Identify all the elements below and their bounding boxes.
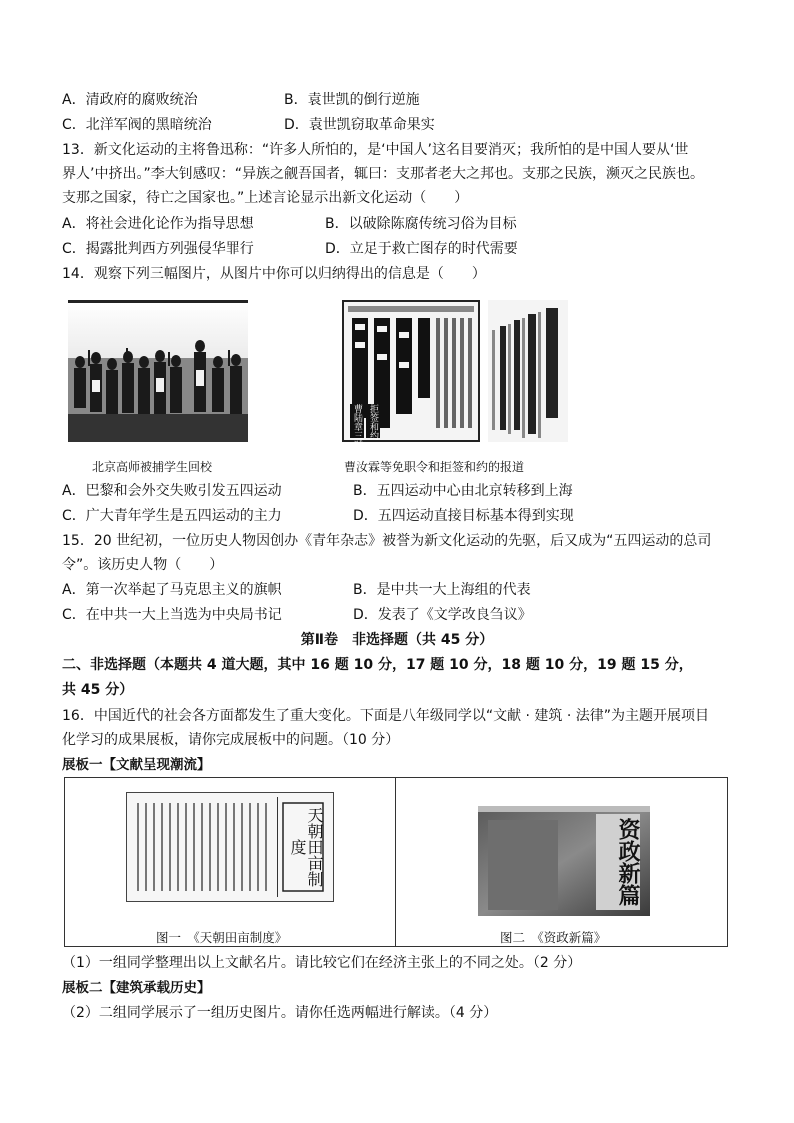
q12-option-b: B．袁世凯的倒行逆施 <box>284 92 420 108</box>
q13-option-a: A．将社会进化论作为指导思想 <box>62 216 254 232</box>
q13-stem-line-3: 支那之国家，待亡之国家也。”上述言论显示出新文化运动（ ） <box>62 190 469 206</box>
q16-sub-question-2: （2）二组同学展示了一组历史图片。请你任选两幅进行解读。（4 分） <box>62 1005 498 1021</box>
q13-option-b: B．以破除陈腐传统习俗为目标 <box>325 216 517 232</box>
section-2-heading-line-2: 共 45 分） <box>62 682 134 698</box>
zizheng-document-image <box>478 806 650 916</box>
q15-stem-line-2: 令”。该历史人物（ ） <box>62 557 224 573</box>
panel-2-title: 展板二【建筑承载历史】 <box>62 980 211 996</box>
q15-option-c: C．在中共一大上当选为中央局书记 <box>62 607 282 623</box>
q13-stem-line-1: 13．新文化运动的主将鲁迅称：“许多人所怕的，是‘中国人’这名目要消灭；我所怕的是中国人要从‘世 <box>62 142 689 158</box>
photo-1-caption: 北京高师被捕学生回校 <box>92 460 213 474</box>
q16-sub-question-1: （1）一组同学整理出以上文献名片。请比较它们在经济主张上的不同之处。（2 分） <box>62 955 582 971</box>
q15-option-a: A．第一次举起了马克思主义的旗帜 <box>62 582 282 598</box>
students-return-photo <box>68 300 248 442</box>
q15-stem-line-1: 15．20 世纪初，一位历史人物因创办《青年杂志》被誉为新文化运动的先驱，后又成为“五四运动的总司 <box>62 533 712 549</box>
q13-option-c: C．揭露批判西方列强侵华罪行 <box>62 241 254 257</box>
newspaper-headline-1: 曹陆章三贼免职 <box>352 404 362 467</box>
q14-option-c: C．广大青年学生是五四运动的主力 <box>62 508 282 524</box>
q12-option-c: C．北洋军阀的黑暗统治 <box>62 117 212 133</box>
newspaper-headline-2: 拒签和约 <box>368 404 378 440</box>
q15-option-b: B．是中共一大上海组的代表 <box>353 582 531 598</box>
tianchao-document-image <box>126 792 334 902</box>
q14-option-b: B．五四运动中心由北京转移到上海 <box>353 483 573 499</box>
q14-stem: 14．观察下列三幅图片，从图片中你可以归纳得出的信息是（ ） <box>62 266 486 282</box>
q16-stem-line-2: 化学习的成果展板，请你完成展板中的问题。（10 分） <box>62 732 400 748</box>
newspaper-clipping-2 <box>488 300 568 442</box>
zizheng-document-title: 资政新篇 <box>615 818 641 906</box>
q15-option-d: D．发表了《文学改良刍议》 <box>353 607 532 623</box>
part-2-title: 第Ⅱ卷 非选择题（共 45 分） <box>300 632 494 648</box>
q13-option-d: D．立足于救亡图存的时代需要 <box>325 241 518 257</box>
panel-1-title: 展板一【文献呈现潮流】 <box>62 757 211 773</box>
q14-option-a: A．巴黎和会外交失败引发五四运动 <box>62 483 282 499</box>
q16-stem-line-1: 16．中国近代的社会各方面都发生了重大变化。下面是八年级同学以“文献 · 建筑 · 法律”为主题开展项目 <box>62 708 710 724</box>
photo-2-caption: 曹汝霖等免职令和拒签和约的报道 <box>344 460 525 474</box>
q13-stem-line-2: 界人’中挤出。”李大钊感叹：“异族之觎吾国者，辄曰：支那者老大之邦也。支那之民族，濒灭之民族也。 <box>62 166 704 182</box>
tianchao-document-title: 天朝田亩制度 <box>288 807 324 887</box>
figure-2-caption: 图二 《资政新篇》 <box>500 930 607 945</box>
panel-1-divider <box>395 777 396 947</box>
section-2-heading-line-1: 二、非选择题（本题共 4 道大题，其中 16 题 10 分，17 题 10 分，18 题 10 分，19 题 15 分， <box>62 657 693 673</box>
q12-option-a: A．清政府的腐败统治 <box>62 92 198 108</box>
q12-option-d: D．袁世凯窃取革命果实 <box>284 117 435 133</box>
q14-option-d: D．五四运动直接目标基本得到实现 <box>353 508 574 524</box>
figure-1-caption: 图一 《天朝田亩制度》 <box>156 930 288 945</box>
